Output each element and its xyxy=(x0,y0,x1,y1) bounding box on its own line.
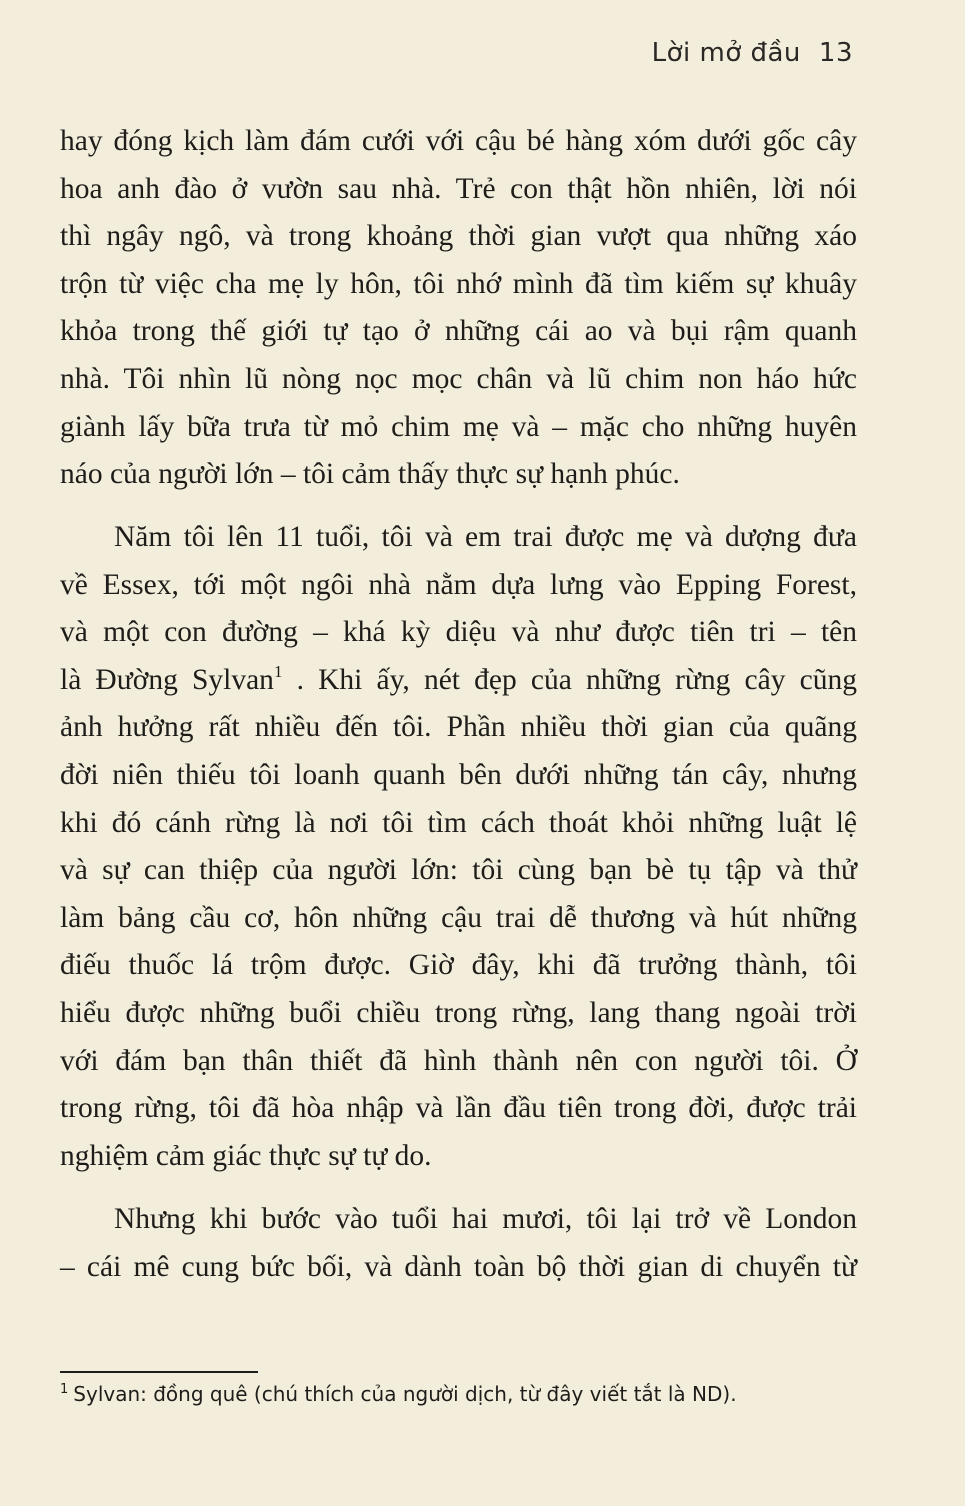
text-line: trong rừng, tôi đã hòa nhập và lần đầu tiên trong đời, được trải xyxy=(60,1092,857,1125)
text-line: nghiệm cảm giác thực sự tự do. xyxy=(60,1139,432,1172)
text-line: nhà. Tôi nhìn lũ nòng nọc mọc chân và lũ chim non háo hức xyxy=(60,362,857,395)
text-line: khỏa trong thế giới tự tạo ở những cái ao và bụi rậm quanh xyxy=(60,315,857,348)
page-number: 13 xyxy=(818,38,853,68)
text-line: và một con đường – khá kỳ diệu và như được tiên tri – tên xyxy=(60,616,857,649)
text-line: thì ngây ngô, và trong khoảng thời gian vượt qua những xáo xyxy=(60,220,857,253)
text-line: về Essex, tới một ngôi nhà nằm dựa lưng vào Epping Forest, xyxy=(60,568,857,601)
footnote-mark: 1 xyxy=(60,1382,69,1397)
text-line: điếu thuốc lá trộm được. Giờ đây, khi đã trưởng thành, tôi xyxy=(60,949,857,982)
text-line: làm bảng cầu cơ, hôn những cậu trai dễ thương và hút những xyxy=(60,901,857,934)
text-line: trộn từ việc cha mẹ ly hôn, tôi nhớ mình đã tìm kiếm sự khuây xyxy=(60,267,857,300)
footnote xyxy=(60,1382,737,1406)
text-line: Năm tôi lên 11 tuổi, tôi và em trai được mẹ và dượng đưa xyxy=(114,521,857,553)
text-line: hoa anh đào ở vườn sau nhà. Trẻ con thật hồn nhiên, lời nói xyxy=(60,172,857,205)
text-line: ảnh hưởng rất nhiều đến tôi. Phần nhiều thời gian của quãng xyxy=(60,711,857,744)
text-line: Nhưng khi bước vào tuổi hai mươi, tôi lại trở về London xyxy=(114,1203,857,1235)
text-line: hiểu được những buổi chiều trong rừng, lang thang ngoài trời xyxy=(60,996,857,1029)
paragraph-1 xyxy=(60,118,857,499)
text-line: hay đóng kịch làm đám cưới với cậu bé hàng xóm dưới gốc cây xyxy=(60,125,857,157)
text-line: khi đó cánh rừng là nơi tôi tìm cách thoát khỏi những luật lệ xyxy=(60,806,857,839)
paragraph-3 xyxy=(60,1196,857,1291)
chapter-title: Lời mở đầu xyxy=(651,38,801,68)
text-segment: là Đường Sylvan xyxy=(60,663,274,696)
running-header xyxy=(652,38,853,68)
paragraph-2 xyxy=(60,514,857,1180)
text-line: giành lấy bữa trưa từ mỏ chim mẹ và – mặc cho những huyên xyxy=(60,410,857,443)
footnote-text: Sylvan: đồng quê (chú thích của người dịch, từ đây viết tắt là ND). xyxy=(73,1382,737,1406)
text-line: với đám bạn thân thiết đã hình thành nên con người tôi. Ở xyxy=(60,1044,857,1077)
footnote-reference[interactable]: 1 xyxy=(273,661,283,681)
text-line: – cái mê cung bức bối, và dành toàn bộ thời gian di chuyển từ xyxy=(60,1250,857,1283)
text-line: náo của người lớn – tôi cảm thấy thực sự hạnh phúc. xyxy=(60,458,680,491)
text-segment: . Khi ấy, nét đẹp của những rừng cây cũng xyxy=(282,663,857,696)
footnote-divider xyxy=(60,1371,258,1373)
text-line: đời niên thiếu tôi loanh quanh bên dưới những tán cây, nhưng xyxy=(60,758,857,791)
text-line-with-footnote xyxy=(60,657,857,705)
text-line: và sự can thiệp của người lớn: tôi cùng bạn bè tụ tập và thử xyxy=(60,854,857,887)
